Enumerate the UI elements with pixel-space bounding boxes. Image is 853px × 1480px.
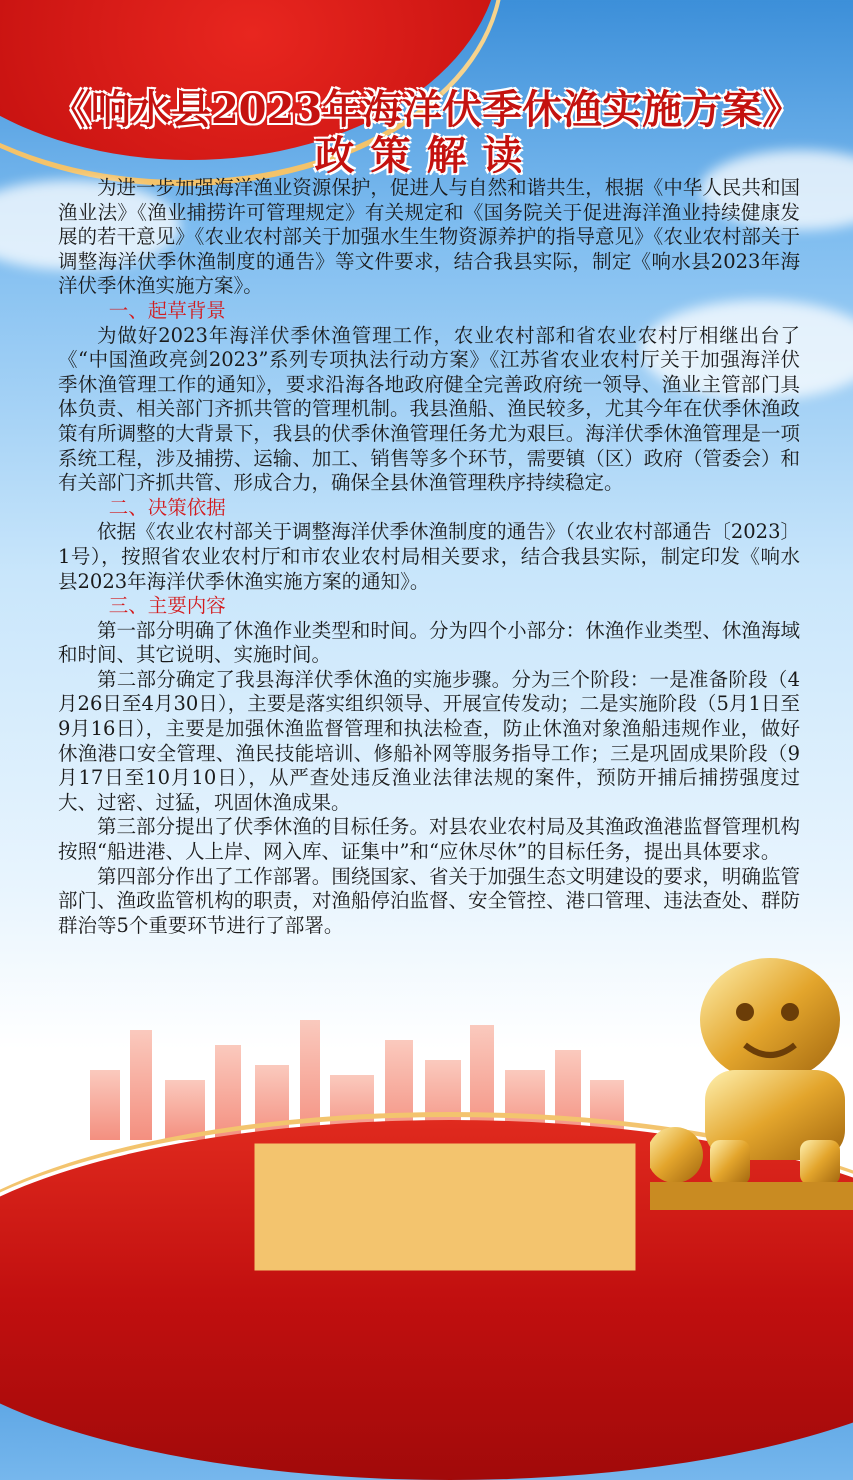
intro-paragraph: 为进一步加强海洋渔业资源保护，促进人与自然和谐共生，根据《中华人民共和国渔业法》《渔业捕捞许可管理规定》有关规定和《国务院关于促进海洋渔业持续健康发展的若干意见》《农业农村部关于加强水生生物资源养护的指导意见》《农业农村部关于调整海洋伏季休渔制度的通告》等文件要求，结合我县实际，制定《响水县2023年海洋伏季休渔实施方案》。 [58,176,800,298]
section-paragraph: 第三部分提出了伏季休渔的目标任务。对县农业农村局及其渔政渔港监督管理机构按照“船进港、人上岸、网入库、证集中”和“应休尽休”的目标任务，提出具体要求。 [58,815,800,864]
section-heading-background: 一、起草背景 [108,298,226,322]
city-skyline [90,1070,120,1140]
page-subtitle: 政策解读 [314,132,539,179]
section-heading-basis: 二、决策依据 [108,495,226,519]
section-paragraph: 第一部分明确了休渔作业类型和时间。分为四个小部分：休渔作业类型、休渔海域和时间、其它说明、实施时间。 [58,618,800,667]
section-heading-content: 三、主要内容 [108,594,226,618]
article-body [58,176,800,938]
section-paragraph: 依据《农业农村部关于调整海洋伏季休渔制度的通告》（农业农村部通告〔2023〕1号），按照省农业农村厅和市农业农村局相关要求，结合我县实际，制定印发《响水县2023年海洋伏季休渔实施方案的通知》。 [58,520,800,593]
page-title: 《响水县2023年海洋伏季休渔实施方案》 [50,86,803,133]
section-paragraph: 为做好2023年海洋伏季休渔管理工作，农业农村部和省农业农村厅相继出台了《“中国渔政亮剑2023”系列专项执法行动方案》《江苏省农业农村厅关于加强海洋伏季休渔管理工作的通知》，要求沿海各地政府健全完善政府统一领导、渔业主管部门具体负责、相关部门齐抓共管的管理机制。我县渔船、渔民较多，尤其今年在伏季休渔政策有所调整的大背景下，我县的伏季休渔管理任务尤为艰巨。海洋伏季休渔管理是一项系统工程，涉及捕捞、运输、加工、销售等多个环节，需要镇（区）政府（管委会）和有关部门齐抓共管、形成合力，确保全县休渔管理秩序持续稳定。 [58,323,800,495]
golden-lion-statue-icon [650,950,853,1210]
city-skyline [130,1030,152,1140]
section-paragraph: 第四部分作出了工作部署。围绕国家、省关于加强生态文明建设的要求，明确监管部门、渔政监管机构的职责，对渔船停泊监督、安全管控、港口管理、违法查处、群防群治等5个重要环节进行了部署。 [58,864,800,937]
section-paragraph: 第二部分确定了我县海洋伏季休渔的实施步骤。分为三个阶段：一是准备阶段（4月26日至4月30日），主要是落实组织领导、开展宣传发动；二是实施阶段（5月1日至9月16日），主要是加强休渔监督管理和执法检查，防止休渔对象渔船违规作业，做好休渔港口安全管理、渔民技能培训、修船补网等服务指导工作；三是巩固成果阶段（9月17日至10月10日），从严查处违反渔业法律法规的案件，预防开捕后捕捞强度过大、过密、过猛，巩固休渔成果。 [58,667,800,814]
